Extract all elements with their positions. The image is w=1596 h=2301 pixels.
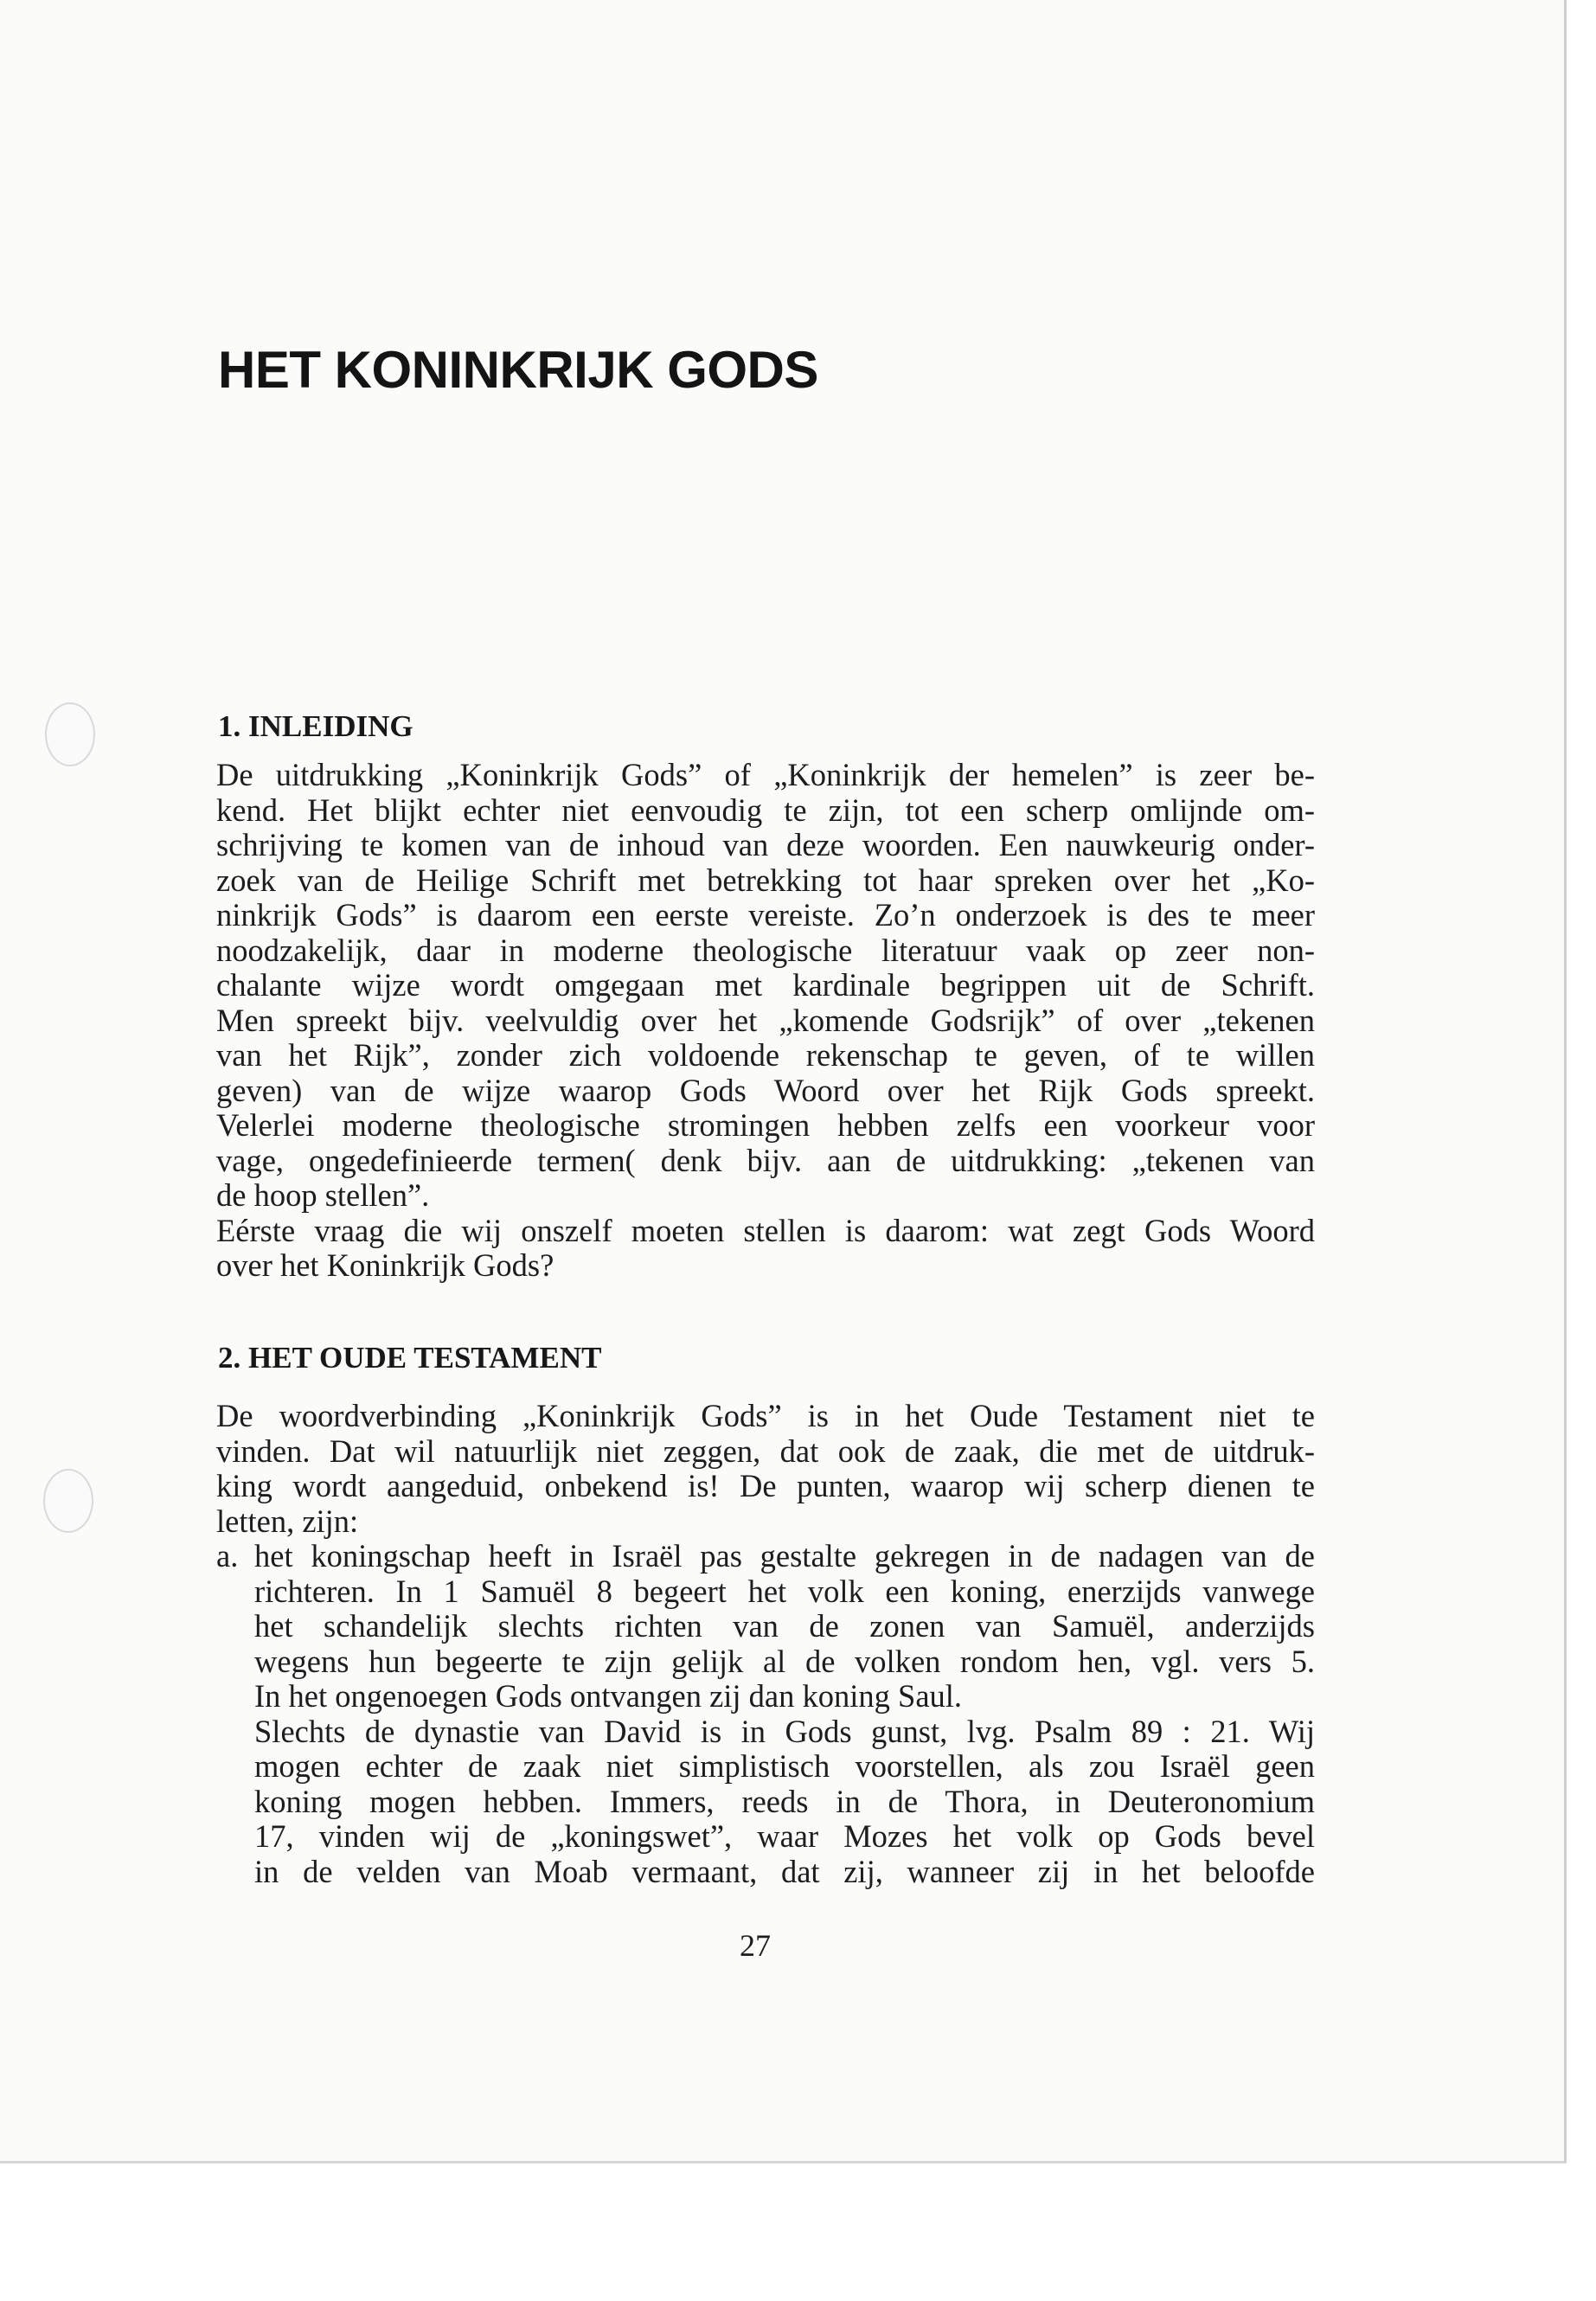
text-line: Eérste vraag die wij onszelf moeten stellen is daarom: wat zegt Gods Woord <box>216 1212 1315 1248</box>
text-line: noodzakelijk, daar in moderne theologische literatuur vaak op zeer non- <box>216 932 1315 968</box>
text-line: over het Koninkrijk Gods? <box>216 1247 554 1283</box>
text-line: Men spreekt bijv. veelvuldig over het „komende Godsrijk” of over „tekenen <box>216 1002 1315 1038</box>
list-item-line: mogen echter de zaak niet simplistisch voorstellen, als zou Israël geen <box>254 1748 1315 1784</box>
text-line: ninkrijk Gods” is daarom een eerste vereiste. Zo’n onderzoek is des te meer <box>216 897 1315 933</box>
text-line: van het Rijk”, zonder zich voldoende rekenschap te geven, of te willen <box>216 1037 1315 1073</box>
paragraph-oude-testament <box>216 1399 1315 1889</box>
text-line: chalante wijze wordt omgegaan met kardinale begrippen uit de Schrift. <box>216 967 1315 1003</box>
list-item-line: het schandelijk slechts richten van de zonen van Samuël, anderzijds <box>254 1608 1315 1644</box>
list-item-line: In het ongenoegen Gods ontvangen zij dan koning Saul. <box>254 1678 963 1714</box>
scan-background <box>0 2163 1596 2301</box>
list-item-a <box>216 1539 1315 1889</box>
list-item-line: in de velden van Moab vermaant, dat zij, wanneer zij in het beloofde <box>254 1853 1315 1889</box>
text-line: zoek van de Heilige Schrift met betrekking tot haar spreken over het „Ko- <box>216 862 1315 898</box>
list-item-line: Slechts de dynastie van David is in Gods gunst, lvg. Psalm 89 : 21. Wij <box>254 1713 1315 1749</box>
text-line: De woordverbinding „Koninkrijk Gods” is in het Oude Testament niet te <box>216 1398 1315 1433</box>
text-line: geven) van de wijze waarop Gods Woord over het Rijk Gods spreekt. <box>216 1072 1315 1108</box>
text-line: kend. Het blijkt echter niet eenvoudig te zijn, tot een scherp omlijnde om- <box>216 792 1315 828</box>
text-line: vage, ongedefinieerde termen( denk bijv. aan de uitdrukking: „tekenen van <box>216 1142 1315 1178</box>
list-item-line: 17, vinden wij de „koningswet”, waar Mozes het volk op Gods bevel <box>254 1818 1315 1854</box>
section-heading-inleiding: 1. INLEIDING <box>218 709 413 743</box>
chapter-title: HET KONINKRIJK GODS <box>218 341 818 399</box>
list-item-line: koning mogen hebben. Immers, reeds in de Thora, in Deuteronomium <box>254 1783 1315 1819</box>
page-number: 27 <box>740 1928 771 1963</box>
list-item-line: wegens hun begeerte te zijn gelijk al de volken rondom hen, vgl. vers 5. <box>254 1643 1315 1679</box>
text-line: schrijving te komen van de inhoud van deze woorden. Een nauwkeurig onder- <box>216 827 1315 862</box>
text-line: king wordt aangeduid, onbekend is! De punten, waarop wij scherp dienen te <box>216 1468 1315 1503</box>
list-item-marker: a. <box>216 1538 239 1574</box>
punch-hole-top <box>45 702 95 766</box>
paragraph-inleiding <box>216 758 1315 1284</box>
list-item-text: het koningschap heeft in Israël pas gestalte gekregen in de nadagen van de <box>254 1538 1315 1574</box>
text-line: vinden. Dat wil natuurlijk niet zeggen, dat ook de zaak, die met de uitdruk- <box>216 1433 1315 1469</box>
text-line: Velerlei moderne theologische stromingen hebben zelfs een voorkeur voor <box>216 1107 1315 1143</box>
list-item-line: richteren. In 1 Samuël 8 begeert het volk een koning, enerzijds vanwege <box>254 1573 1315 1609</box>
section-heading-oude-testament: 2. HET OUDE TESTAMENT <box>218 1341 602 1375</box>
text-line: de hoop stellen”. <box>216 1177 430 1213</box>
text-line: letten, zijn: <box>216 1503 359 1539</box>
punch-hole-bottom <box>43 1469 93 1533</box>
text-line: De uitdrukking „Koninkrijk Gods” of „Koninkrijk der hemelen” is zeer be- <box>216 757 1315 792</box>
list-item-line <box>216 1539 1315 1574</box>
